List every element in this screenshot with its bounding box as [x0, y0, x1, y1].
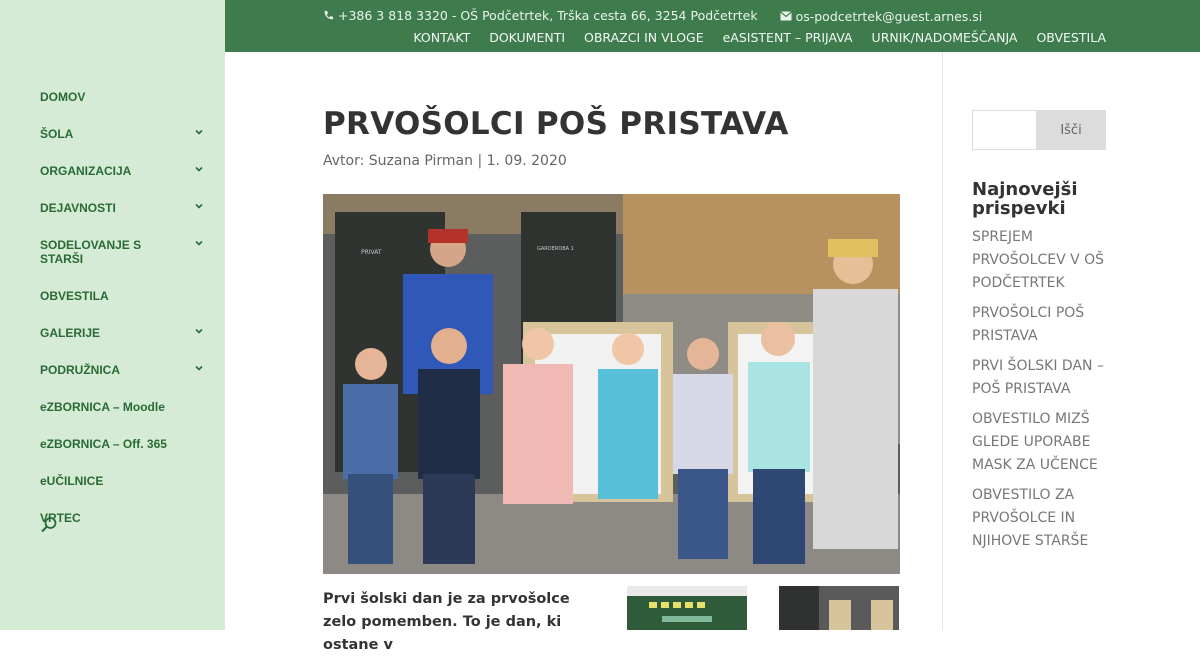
post-featured-image	[323, 194, 900, 574]
chevron-down-icon[interactable]	[194, 201, 204, 211]
chevron-down-icon[interactable]	[194, 326, 204, 336]
nav-item-vrtec[interactable]: VRTEC	[40, 511, 81, 525]
main-navigation	[40, 86, 210, 544]
recent-posts-list	[972, 226, 1107, 560]
recent-post-link[interactable]: OBVESTILO ZA PRVOŠOLCE IN NJIHOVE STARŠE	[972, 487, 1089, 549]
left-sidebar	[0, 0, 225, 630]
nav-item-galerije[interactable]: GALERIJE	[40, 322, 210, 344]
door-sign-garderoba: GARDEROBA 1	[537, 246, 574, 252]
door-sign-privat: PRIVAT	[361, 249, 382, 256]
menu-easistent[interactable]: eASISTENT – PRIJAVA	[722, 30, 853, 45]
contact-info	[323, 8, 982, 24]
recent-post-link[interactable]: OBVESTILO MIZŠ GLEDE UPORABE MASK ZA UČENCE	[972, 411, 1098, 473]
nav-item-ezbornica-moodle[interactable]: eZBORNICA – Moodle	[40, 400, 165, 414]
gallery-thumbnail[interactable]	[779, 586, 899, 630]
nav-item-sola[interactable]: ŠOLA	[40, 123, 210, 145]
chevron-down-icon[interactable]	[194, 238, 204, 248]
envelope-icon	[780, 11, 792, 21]
post-meta: Avtor: Suzana Pirman | 1. 09. 2020	[323, 153, 567, 169]
thumbnail-chalkboard	[627, 586, 747, 630]
nav-item-dejavnosti[interactable]: DEJAVNOSTI	[40, 197, 210, 219]
chevron-down-icon[interactable]	[194, 363, 204, 373]
recent-posts-title: Najnovejši prispevki	[972, 179, 1078, 219]
content-divider	[942, 52, 943, 630]
nav-item-obvestila[interactable]: OBVESTILA	[40, 289, 109, 303]
phone-address-text: +386 3 818 3320 - OŠ Podčetrtek, Trška cesta 66, 3254 Podčetrtek	[338, 8, 758, 23]
recent-post-link[interactable]: PRVI ŠOLSKI DAN – POŠ PRISTAVA	[972, 358, 1104, 397]
nav-item-organizacija[interactable]: ORGANIZACIJA	[40, 160, 210, 182]
search-button[interactable]: Išči	[1036, 110, 1106, 150]
chevron-down-icon[interactable]	[194, 164, 204, 174]
thumbnail-classroom	[779, 586, 899, 630]
menu-dokumenti[interactable]: DOKUMENTI	[489, 30, 566, 45]
menu-obrazci[interactable]: OBRAZCI IN VLOGE	[584, 30, 704, 45]
top-header-bar	[225, 0, 1200, 52]
recent-post-link[interactable]: PRVOŠOLCI POŠ PRISTAVA	[972, 305, 1085, 344]
menu-obvestila[interactable]: OBVESTILA	[1036, 30, 1106, 45]
post-intro-text: Prvi šolski dan je za prvošolce zelo pomemben. To je dan, ki ostane v	[323, 591, 570, 653]
search-icon[interactable]	[40, 516, 58, 534]
email-link[interactable]: os-podcetrtek@guest.arnes.si	[795, 8, 983, 24]
nav-item-podruznica[interactable]: PODRUŽNICA	[40, 359, 210, 381]
post-title: PRVOŠOLCI POŠ PRISTAVA	[323, 106, 789, 142]
menu-urnik[interactable]: URNIK/NADOMEŠČANJA	[871, 30, 1018, 45]
phone-icon	[323, 10, 334, 21]
secondary-menu	[398, 30, 1106, 45]
recent-post-link[interactable]: SPREJEM PRVOŠOLCEV V OŠ PODČETRTEK	[972, 229, 1105, 291]
nav-item-eucilnice[interactable]: eUČILNICE	[40, 474, 104, 488]
menu-kontakt[interactable]: KONTAKT	[413, 30, 471, 45]
chevron-down-icon[interactable]	[194, 127, 204, 137]
nav-item-sodelovanje[interactable]: SODELOVANJE S STARŠI	[40, 234, 150, 270]
gallery-thumbnail[interactable]	[627, 586, 747, 630]
class-photo-illustration	[323, 194, 900, 574]
nav-item-ezbornica-office[interactable]: eZBORNICA – Off. 365	[40, 437, 167, 451]
nav-item-domov[interactable]: DOMOV	[40, 90, 86, 104]
